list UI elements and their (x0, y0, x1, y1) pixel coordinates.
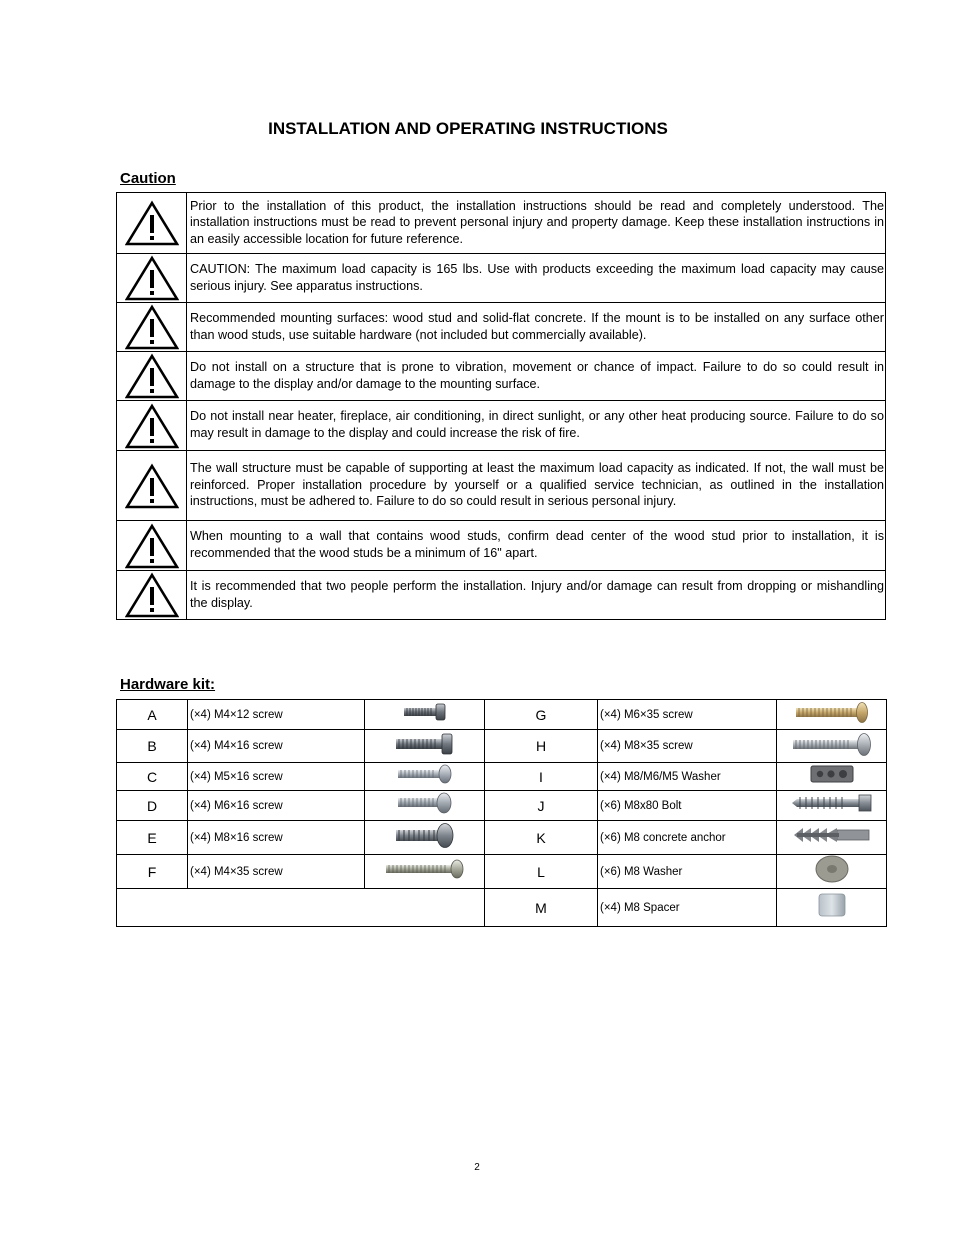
hardware-letter: J (485, 791, 598, 821)
hardware-desc: (×4) M6×16 screw (188, 791, 365, 821)
hardware-row (117, 791, 887, 821)
caution-row (117, 193, 886, 254)
hardware-desc: (×4) M4×12 screw (188, 700, 365, 730)
caution-row (117, 521, 886, 571)
hardware-desc: (×4) M8 Spacer (598, 889, 777, 927)
hardware-row (117, 763, 887, 791)
hardware-desc: (×6) M8 concrete anchor (598, 821, 777, 855)
hardware-letter: M (485, 889, 598, 927)
hardware-desc: (×4) M5×16 screw (188, 763, 365, 791)
caution-heading: Caution (120, 170, 176, 187)
screw-icon (385, 859, 465, 879)
hardware-desc: (×4) M4×35 screw (188, 855, 365, 889)
hardware-row (117, 889, 887, 927)
anchor-icon (793, 826, 871, 844)
hardware-kit-heading: Hardware kit: (120, 676, 216, 693)
page-title: INSTALLATION AND OPERATING INSTRUCTIONS (268, 119, 668, 138)
caution-row (117, 254, 886, 303)
bolt-icon (791, 793, 873, 813)
hardware-letter: F (117, 855, 188, 889)
hardware-letter: H (485, 730, 598, 763)
hardware-letter: A (117, 700, 188, 730)
warning-icon (125, 304, 179, 350)
caution-row (117, 352, 886, 401)
hardware-letter: G (485, 700, 598, 730)
hardware-letter: K (485, 821, 598, 855)
warning-icon (125, 403, 179, 449)
warning-icon (125, 353, 179, 399)
caution-text: Do not install near heater, fireplace, air conditioning, in direct sunlight, or any other heat producing source. Failure to do so may result in damage to the display and could increase the risk of fire. (187, 401, 886, 451)
hardware-desc: (×4) M6×35 screw (598, 700, 777, 730)
hardware-letter: L (485, 855, 598, 889)
screw-icon (395, 822, 455, 848)
screw-icon (397, 792, 453, 814)
washer-strip-icon (810, 765, 854, 783)
hardware-letter: C (117, 763, 188, 791)
caution-text: Recommended mounting surfaces: wood stud and solid-flat concrete. If the mount is to be installed on any surface other than wood studs, use suitable hardware (not included but commercially available). (187, 303, 886, 352)
screw-icon (795, 701, 869, 723)
warning-icon (125, 255, 179, 301)
warning-icon (125, 572, 179, 618)
caution-text: Do not install on a structure that is prone to vibration, movement or chance of impact. Failure to do so could result in damage to the display and/or damage to the mounting surface. (187, 352, 886, 401)
caution-row (117, 401, 886, 451)
screw-icon (403, 703, 447, 721)
hardware-row (117, 700, 887, 730)
caution-text: Prior to the installation of this product, the installation instructions should be read and completely understood. The installation instructions must be read to prevent personal injury and property damage. Keep these installation instructions in an easily accessible location for future reference. (187, 193, 886, 254)
hardware-letter: E (117, 821, 188, 855)
hardware-desc: (×4) M8/M6/M5 Washer (598, 763, 777, 791)
hardware-row (117, 730, 887, 763)
spacer-icon (817, 892, 847, 918)
caution-row (117, 451, 886, 521)
caution-text: CAUTION: The maximum load capacity is 165 lbs. Use with products exceeding the maximum load capacity may cause serious injury. See apparatus instructions. (187, 254, 886, 303)
caution-text: When mounting to a wall that contains wood studs, confirm dead center of the wood stud prior to installation, it is recommended that the wood studs be a minimum of 16" apart. (187, 521, 886, 571)
screw-icon (397, 764, 453, 784)
caution-row (117, 303, 886, 352)
hardware-desc: (×4) M8×16 screw (188, 821, 365, 855)
hardware-row (117, 855, 887, 889)
screw-icon (395, 733, 455, 755)
hardware-desc: (×6) M8 Washer (598, 855, 777, 889)
warning-icon (125, 463, 179, 509)
washer-icon (815, 855, 849, 883)
hardware-desc: (×4) M4×16 screw (188, 730, 365, 763)
hardware-letter: D (117, 791, 188, 821)
hardware-table (116, 699, 887, 927)
hardware-desc: (×4) M8×35 screw (598, 730, 777, 763)
hardware-row (117, 821, 887, 855)
warning-icon (125, 523, 179, 569)
warning-icon (125, 200, 179, 246)
caution-row (117, 571, 886, 620)
caution-text: The wall structure must be capable of supporting at least the maximum load capacity as indicated. If not, the wall must be reinforced. Proper installation procedure by yourself or a qualified service technician, as outlined in the installation instructions, must be adhered to. Failure to do so could result in serious personal injury. (187, 451, 886, 521)
hardware-letter: B (117, 730, 188, 763)
screw-icon (792, 732, 872, 756)
caution-text: It is recommended that two people perform the installation. Injury and/or damage can result from dropping or mishandling the display. (187, 571, 886, 620)
hardware-desc: (×6) M8x80 Bolt (598, 791, 777, 821)
page-number: 2 (474, 1162, 480, 1173)
caution-table (116, 192, 886, 620)
hardware-letter: I (485, 763, 598, 791)
